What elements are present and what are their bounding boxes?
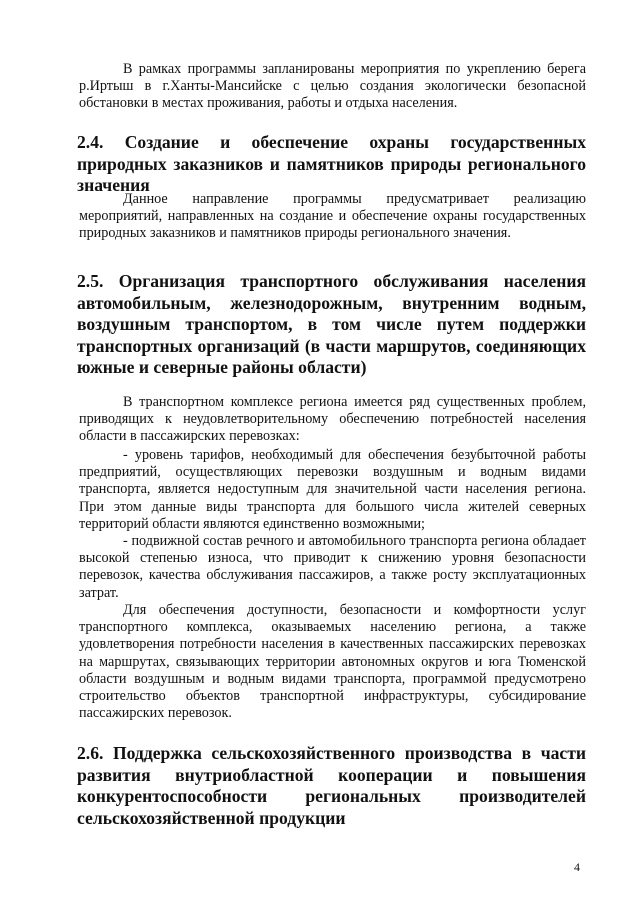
section-2-6-heading: 2.6. Поддержка сельскохозяйственного производства в части развития внутриобластной кооперации и повышения конкурентоспособности региональных производителей сельскохозяйственной продукции bbox=[77, 743, 586, 828]
page-number: 4 bbox=[574, 860, 580, 874]
section-2-5-bullet-1: - уровень тарифов, необходимый для обеспечения безубыточной работы предприятий, осуществляющих перевозки воздушным и водным видами транспорта, является недоступным для значительной части населения региона. При этом данные виды транспорта для большого числа жителей северных территорий области являются единственно возможными; bbox=[79, 447, 586, 532]
section-2-4-heading: 2.4. Создание и обеспечение охраны государственных природных заказников и памятников природы регионального значения bbox=[77, 132, 586, 195]
section-2-5-paragraph-2: Для обеспечения доступности, безопасности и комфортности услуг транспортного комплекса, оказываемых населению региона, а также удовлетворения потребности населения в качественных пассажирских перевозках на маршрутах, связывающих территории автономных округов и юга Тюменской области воздушным и водным видами транспорта, программой предусмотрено строительство объектов транспортной инфраструктуры, субсидирование пассажирских перевозок. bbox=[79, 602, 586, 722]
section-2-5-bullet-2: - подвижной состав речного и автомобильного транспорта региона обладает высокой степенью износа, что приводит к снижению уровня безопасности перевозок, качества обслуживания пассажиров, а также росту эксплуатационных затрат. bbox=[79, 533, 586, 601]
section-2-4-paragraph: Данное направление программы предусматривает реализацию мероприятий, направленных на создание и обеспечение охраны государственных природных заказников и памятников природы регионального значения. bbox=[79, 191, 586, 242]
intro-paragraph: В рамках программы запланированы мероприятия по укреплению берега р.Иртыш в г.Ханты-Мансийске с целью создания экологически безопасной обстановки в местах проживания, работы и отдыха населения. bbox=[79, 61, 586, 112]
section-2-5-paragraph-1: В транспортном комплексе региона имеется ряд существенных проблем, приводящих к неудовлетворительному обеспечению потребностей населения области в пассажирских перевозках: bbox=[79, 394, 586, 445]
section-2-5-heading: 2.5. Организация транспортного обслуживания населения автомобильным, железнодорожным, внутренним водным, воздушным транспортом, в том числе путем поддержки транспортных организаций (в части маршрутов, соединяющих южные и северные районы области) bbox=[77, 271, 586, 377]
